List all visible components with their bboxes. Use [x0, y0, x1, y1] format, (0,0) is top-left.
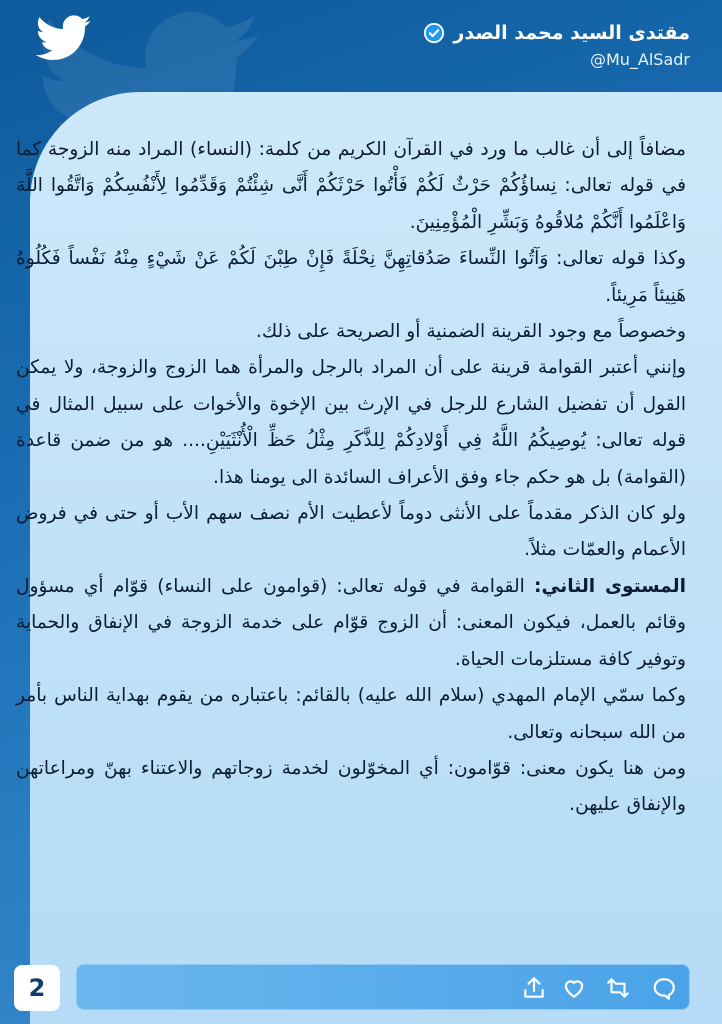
verified-badge-icon — [423, 22, 445, 44]
author-handle[interactable]: @Mu_AlSadr — [589, 50, 690, 69]
tweet-actions-bar — [76, 964, 690, 1010]
tweet-text — [16, 132, 686, 824]
paragraph: وإنني أعتبر القوامة قرينة على أن المراد بالرجل والمرأة هما الزوج والزوجة، ولا يمكن القول أن تفضيل الشارع للرجل في الإرث بين الإخوة والأخوات على سبيل المثال في قوله تعالى: يُوصِيكُمُ اللَّهُ فِي أَوْلادِكُمْ لِلذَّكَرِ مِثْلُ حَظِّ الْأُنْثَيَيْنِ.... هو من ضمن قاعدة (القوامة) بل هو حكم جاء وفق الأعراف السائدة الى يومنا هذا. — [16, 357, 686, 488]
author-name[interactable]: مقتدى السيد محمد الصدر — [453, 22, 690, 44]
reply-icon[interactable] — [651, 975, 677, 1001]
share-icon[interactable] — [521, 975, 547, 1001]
paragraph: وكما سمّي الإمام المهدي (سلام الله عليه) بالقائم: باعتباره من يقوم بهداية الناس بأمر من الله سبحانه وتعالى. — [16, 685, 686, 743]
paragraph: ومن هنا يكون معنى: قوّامون: أي المخوّلون لخدمة زوجاتهم والاعتناء بهنّ ومراعاتهن والإنفاق عليهن. — [16, 757, 686, 816]
like-icon[interactable] — [561, 975, 587, 1001]
level-two-paragraph — [16, 569, 686, 678]
paragraph: وخصوصاً مع وجود القرينة الضمنية أو الصريحة على ذلك. — [255, 321, 686, 343]
author-name-row — [423, 22, 690, 44]
paragraph: مضافاً إلى أن غالب ما ورد في القرآن الكريم من كلمة: (النساء) المراد منه الزوجة كما في قوله تعالى: نِساؤُكُمْ حَرْثٌ لَكُمْ فَأْتُوا حَرْثَكُمْ أَنَّى شِئْتُمْ وَقَدِّمُوا لِأَنْفُسِكُمْ وَاتَّقُوا اللَّهَ وَاعْلَمُوا أَنَّكُمْ مُلاقُوهُ وَبَشِّرِ الْمُؤْمِنِينَ. — [16, 139, 686, 233]
level-two-text: القوامة في قوله تعالى: (قوامون على النساء) قوّام أي مسؤول وقائم بالعمل، فيكون المعنى: أن الزوج قوّام على خدمة الزوجة في الإنفاق والحماية وتوفير كافة مستلزمات الحياة. — [16, 575, 686, 670]
twitter-bird-icon — [36, 14, 92, 62]
retweet-icon[interactable] — [605, 975, 631, 1001]
level-two-label: المستوى الثاني: — [534, 575, 686, 597]
tweet-header — [0, 0, 722, 95]
paragraph: وكذا قوله تعالى: وَآتُوا النِّساءَ صَدُقاتِهِنَّ نِحْلَةً فَإِنْ طِبْنَ لَكُمْ عَنْ شَيْءٍ مِنْهُ نَفْساً فَكُلُوهُ هَنِيئاً مَرِيئاً. — [16, 248, 686, 306]
author-block[interactable] — [423, 22, 690, 69]
page-number-badge: 2 — [14, 965, 60, 1011]
paragraph: ولو كان الذكر مقدماً على الأنثى دوماً لأعطيت الأم نصف سهم الأب أو حتى في فروض الأعمام والعمّات مثلاً. — [16, 503, 686, 561]
